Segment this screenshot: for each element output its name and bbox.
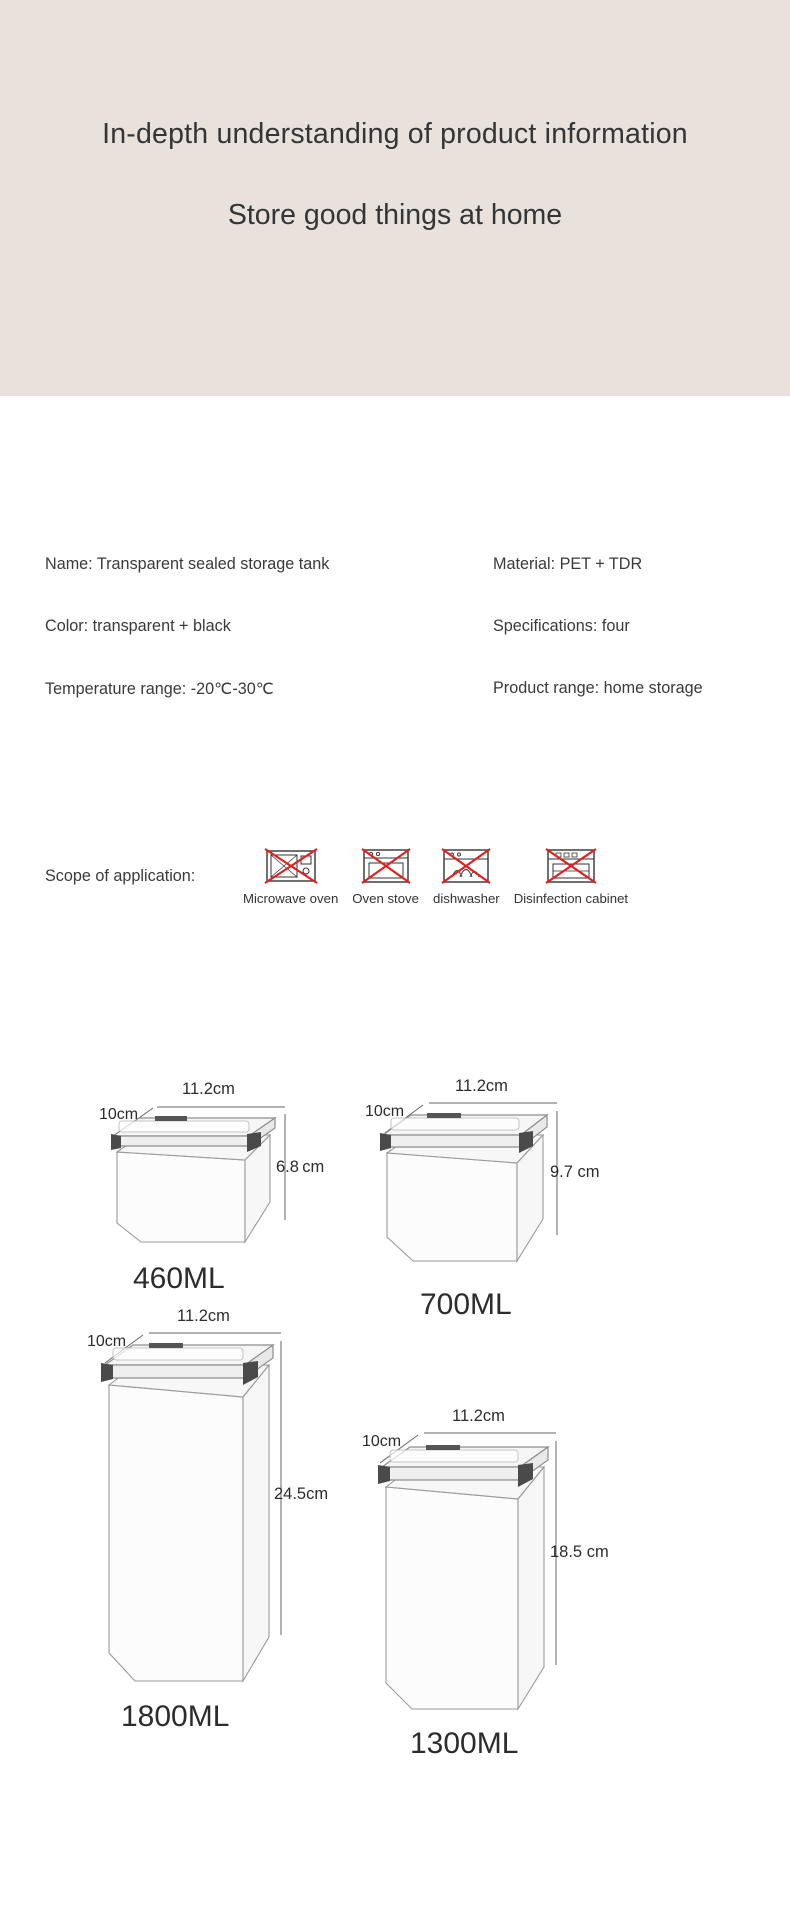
spec-column-right (493, 555, 703, 741)
dim-width-700ml: 11.2cm (455, 1077, 508, 1095)
spec-name: Name: Transparent sealed storage tank (45, 555, 330, 573)
dim-width-1800ml: 11.2cm (177, 1307, 230, 1325)
spec-product-range: Product range: home storage (493, 679, 703, 697)
scope-item-dishwasher (433, 845, 500, 906)
spec-material: Material: PET + TDR (493, 555, 643, 573)
figure-700ml (365, 1077, 665, 1385)
hero-banner (0, 0, 790, 396)
dim-depth-460ml: 10cm (99, 1106, 139, 1123)
volume-1300ml: 1300ML (410, 1727, 519, 1760)
figure-1300ml (360, 1407, 670, 1835)
container-illustration-700ml (365, 1085, 665, 1355)
dim-depth-1300ml: 10cm (362, 1433, 402, 1450)
dim-height-700ml: 9.7 cm (550, 1163, 600, 1181)
volume-1800ml: 1800ML (121, 1700, 230, 1733)
container-illustration-460ml (95, 1090, 385, 1340)
scope-item-disinfection-cabinet (514, 845, 628, 906)
spec-color: Color: transparent + black (45, 617, 231, 635)
product-specifications (0, 555, 790, 725)
scope-of-application (0, 845, 790, 945)
volume-460ml: 460ML (133, 1262, 225, 1295)
disinfection-cabinet-icon (543, 845, 599, 887)
dim-width-1300ml: 11.2cm (452, 1407, 505, 1425)
scope-caption-oven: Oven stove (352, 891, 419, 906)
hero-title: In-depth understanding of product information (102, 118, 688, 150)
scope-item-oven (352, 845, 419, 906)
container-illustration-1300ml (360, 1415, 670, 1765)
hero-subtitle: Store good things at home (227, 199, 563, 231)
volume-700ml: 700ML (420, 1288, 512, 1321)
dim-height-460ml: 6.8 cm (276, 1158, 325, 1176)
spec-specifications: Specifications: four (493, 617, 630, 635)
dim-width-460ml: 11.2cm (182, 1080, 235, 1098)
scope-item-microwave (243, 845, 338, 906)
oven-icon (358, 845, 414, 887)
container-illustration-1800ml (85, 1315, 385, 1745)
dim-depth-1800ml: 10cm (87, 1333, 127, 1350)
dim-height-1300ml: 18.5 cm (550, 1543, 609, 1561)
microwave-icon (263, 845, 319, 887)
dim-height-1800ml: 24.5cm (274, 1485, 329, 1503)
scope-label: Scope of application: (45, 867, 196, 885)
figure-1800ml (85, 1307, 385, 1815)
spec-temperature-range: Temperature range: -20℃-30℃ (45, 680, 274, 698)
scope-caption-disinfection-cabinet: Disinfection cabinet (513, 891, 629, 906)
dim-depth-700ml: 10cm (365, 1103, 405, 1120)
scope-icon-list (243, 845, 628, 906)
spec-column-left (45, 555, 329, 742)
product-size-figures (0, 1060, 790, 1930)
scope-caption-microwave: Microwave oven (243, 891, 339, 906)
scope-caption-dishwasher: dishwasher (433, 891, 500, 906)
dishwasher-icon (438, 845, 494, 887)
